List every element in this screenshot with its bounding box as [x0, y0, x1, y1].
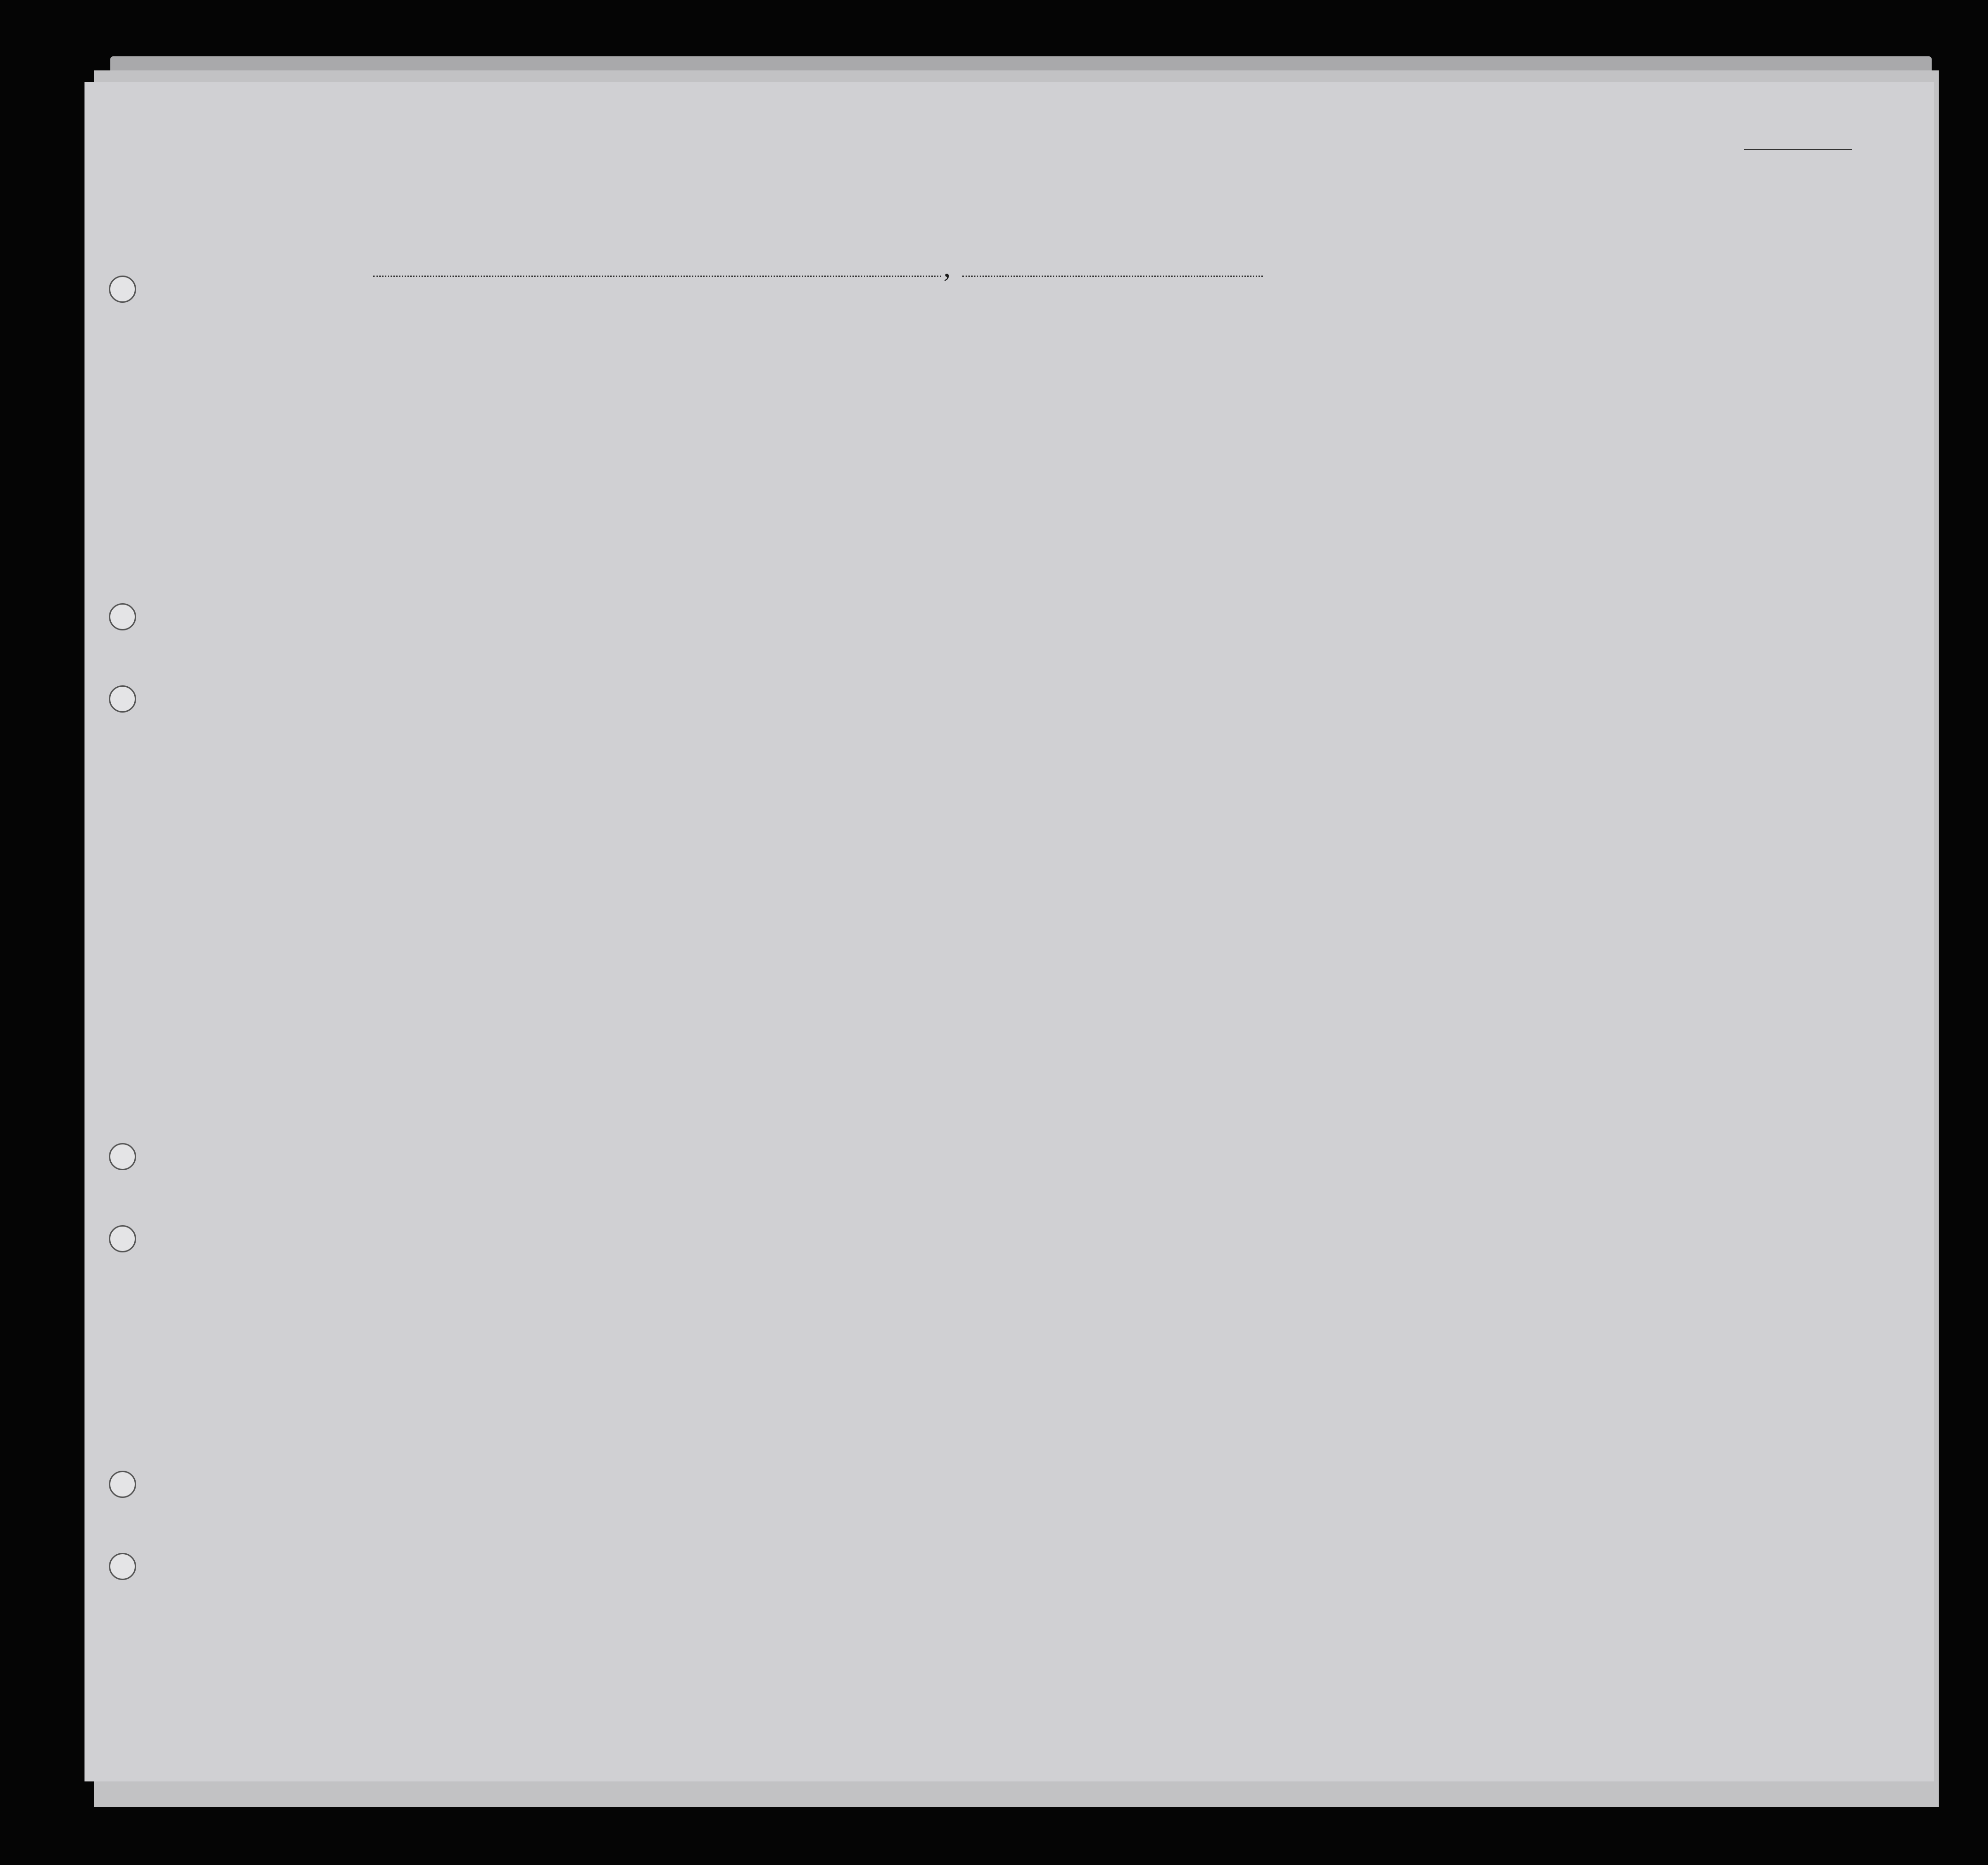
- manifest-grid: [84, 82, 1934, 1781]
- comma-separator: ,: [944, 252, 951, 283]
- manifest-sheet: [84, 82, 1934, 1781]
